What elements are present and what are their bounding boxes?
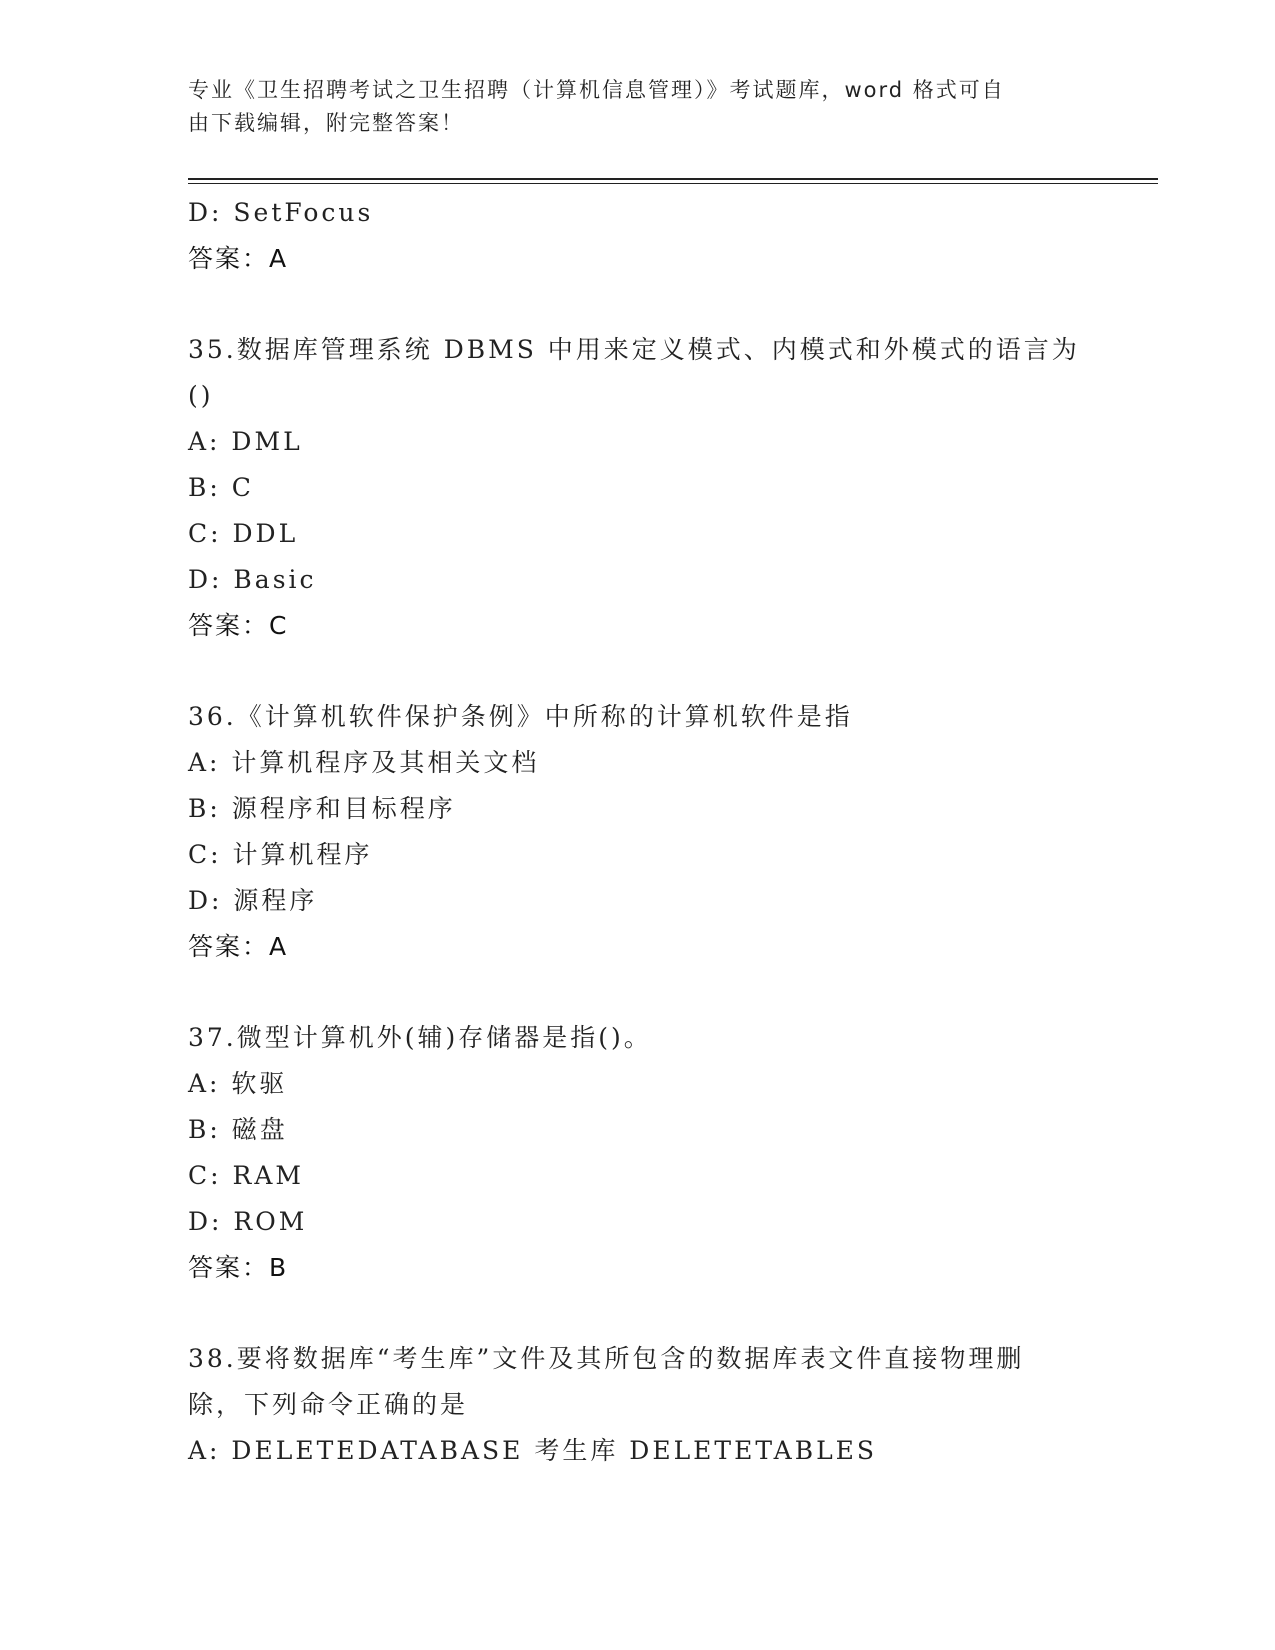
answer-line: 答案：C: [188, 611, 289, 640]
question-stem-continued: (): [188, 381, 214, 410]
option-a: A: 软驱: [188, 1069, 288, 1098]
option-a: A: 计算机程序及其相关文档: [188, 748, 540, 777]
option-d: D: Basic: [188, 565, 317, 594]
spacer: [188, 649, 1088, 694]
question-37: [188, 1015, 1088, 1291]
answer-line: 答案：A: [188, 932, 289, 961]
option-a: A: DELETEDATABASE 考生库 DELETETABLES: [188, 1436, 878, 1465]
header-rule-thin: [188, 183, 1158, 184]
answer-line: 答案：B: [188, 1253, 289, 1282]
header-line-1: 专业《卫生招聘考试之卫生招聘（计算机信息管理）》考试题库，word 格式可自: [188, 78, 1005, 102]
option-d: D: SetFocus: [188, 198, 374, 227]
option-c: C: RAM: [188, 1161, 304, 1190]
option-a: A: DML: [188, 427, 303, 456]
page-header: [188, 74, 1088, 140]
option-d: D: ROM: [188, 1207, 308, 1236]
option-b: B: C: [188, 473, 254, 502]
option-b: B: 源程序和目标程序: [188, 794, 456, 823]
question-36: [188, 694, 1088, 970]
spacer: [188, 282, 1088, 327]
option-c: C: DDL: [188, 519, 299, 548]
question-35: [188, 327, 1088, 649]
question-stem: 35.数据库管理系统 DBMS 中用来定义模式、内模式和外模式的语言为: [188, 335, 1080, 364]
question-stem-continued: 除，下列命令正确的是: [188, 1390, 469, 1419]
option-d: D: 源程序: [188, 886, 318, 915]
option-c: C: 计算机程序: [188, 840, 373, 869]
spacer: [188, 1291, 1088, 1336]
header-rule-thick: [188, 178, 1158, 180]
carryover-question: [188, 190, 1088, 282]
spacer: [188, 970, 1088, 1015]
question-38: [188, 1336, 1088, 1474]
question-stem: 37.微型计算机外(辅)存储器是指()。: [188, 1023, 652, 1052]
question-stem: 38.要将数据库“考生库”文件及其所包含的数据库表文件直接物理删: [188, 1344, 1025, 1373]
option-b: B: 磁盘: [188, 1115, 288, 1144]
header-line-2: 由下载编辑，附完整答案！: [188, 111, 464, 135]
answer-line: 答案：A: [188, 244, 289, 273]
question-list: [188, 190, 1088, 1474]
question-stem: 36.《计算机软件保护条例》中所称的计算机软件是指: [188, 702, 853, 731]
